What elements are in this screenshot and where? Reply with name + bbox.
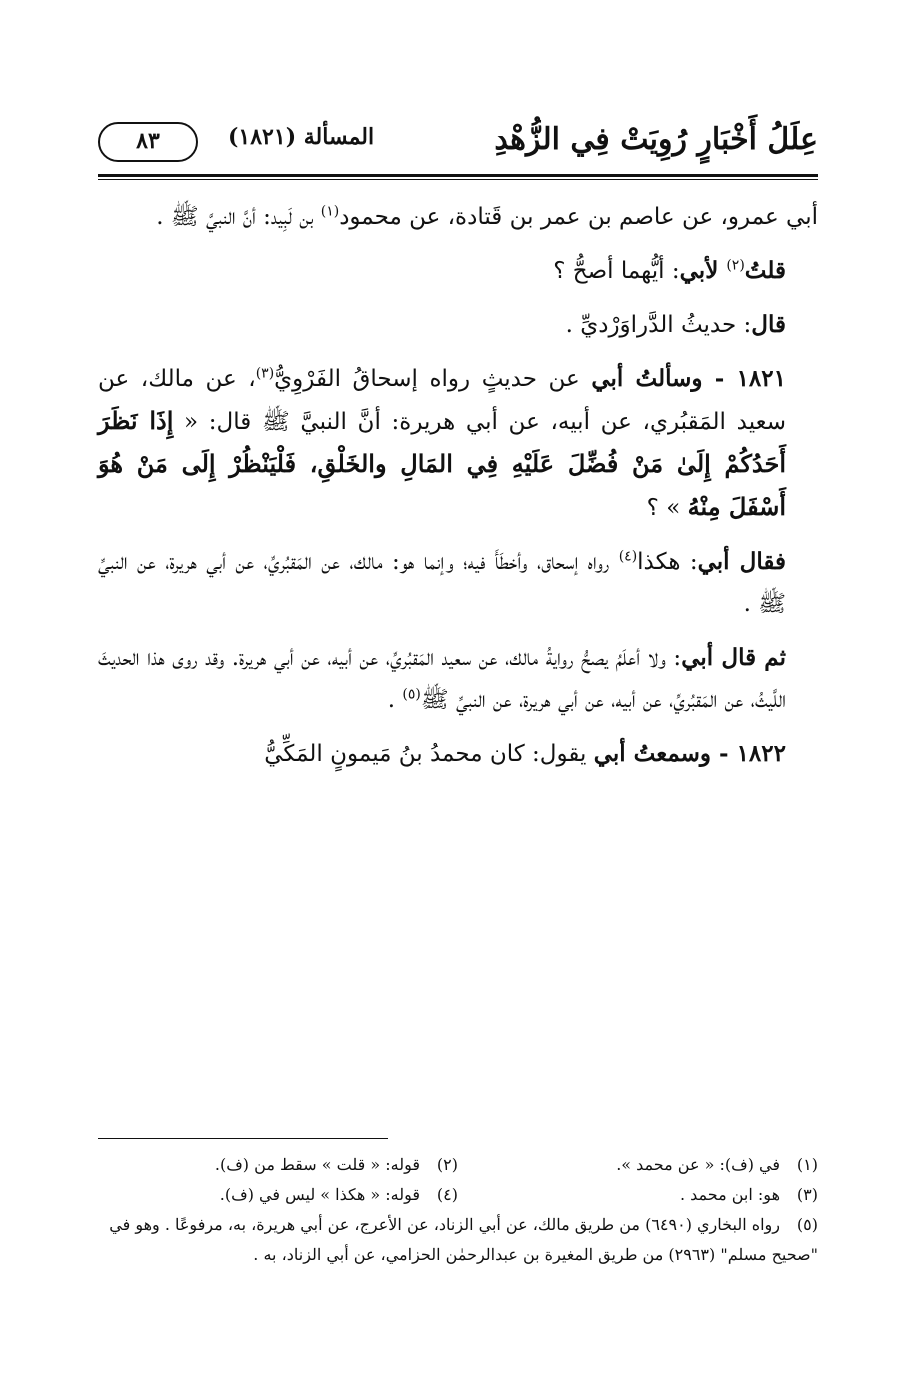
paragraph-3: قال: حديثُ الدَّراوَرْديِّ . — [565, 311, 786, 338]
book-page — [98, 100, 818, 1264]
footnote-row — [98, 1180, 818, 1210]
footnote-row — [98, 1150, 818, 1180]
footnote-separator — [98, 1138, 388, 1139]
header-rule-thick — [98, 174, 818, 177]
book-title: عِلَلُ أَخْبَارٍ رُوِيَتْ فِي الزُّهْدِ — [494, 122, 818, 157]
header-rule-thin — [98, 179, 818, 180]
paragraph-6: ثم قال أبي: ولا أعلَمُ يصحُّ روايةُ مالك، عن سعيد المَقبُريِّ، عن أبيه، عن أبي هريرة. وقد روى هذا الحديثَ اللَّيثُ، عن المَقبُريِّ، عن أبيه، عن أبي هريرة، عن النبيِّ ﷺ$^{(٥)}$ . — [98, 644, 787, 713]
paragraph-5: فقال أبي: هكذا$^{(٤)}$ رواه إسحاق، وأخطَأَ فيه؛ وإنما هو: مالك، عن المَقبُريِّ، عن أبي هريرة، عن النبيِّ ﷺ . — [98, 548, 786, 617]
footnote-ref-5[interactable]: (٥) — [402, 686, 421, 703]
footnote-3: (٣)هو: ابن محمد . — [679, 1185, 818, 1204]
footnote-ref-3[interactable]: (٣) — [255, 365, 275, 382]
entry-1822: ١٨٢٢ - وسمعتُ أبي يقول: كان محمدُ بنُ مَيمونٍ المَكِّيُّ — [264, 740, 786, 767]
entry-number: ١٨٢٢ - — [711, 740, 786, 767]
page-number: ٨٣ — [98, 122, 198, 162]
entry-number: ١٨٢١ - — [702, 365, 786, 392]
issue-label: المسألة (١٨٢١) — [228, 124, 375, 150]
hadith-text: إِذَا نَظَرَ أَحَدُكُمْ إِلَىٰ مَنْ فُضِّلَ عَلَيْهِ فِي المَالِ والخَلْقِ، فَلْيَنْظُرْ إِلَى مَنْ هُوَ أَسْفَلَ مِنْهُ — [98, 406, 786, 521]
footnote-ref-1[interactable]: (١) — [320, 203, 340, 220]
main-text — [98, 196, 818, 787]
paragraph-1: أبي عمرو، عن عاصم بن عمر بن قَتادة، عن محمود$^{(١)}$ بن لَبِيد: أنَّ النبيَّ ﷺ . — [156, 203, 818, 230]
footnote-1: (١)في (ف): « عن محمد ». — [616, 1155, 818, 1174]
footnote-2: (٢)قوله: « قلت » سقط من (ف). — [214, 1155, 458, 1174]
paragraph-2: قلتُ$^{(٢)}$ لأبي: أيُّهما أصحُّ ؟ — [553, 257, 786, 284]
entry-1821: ١٨٢١ - وسألتُ أبي عن حديثٍ رواه إسحاقُ الفَرْوِيُّ$^{(٣)}$، عن مالك، عن سعيد المَقبُري، عن أبيه، عن أبي هريرة: أنَّ النبيَّ ﷺ قال: « إِذَا نَظَرَ أَحَدُكُمْ إِلَىٰ مَنْ فُضِّلَ عَلَيْهِ فِي المَالِ والخَلْقِ، فَلْيَنْظُرْ إِلَى مَنْ هُوَ أَسْفَلَ مِنْهُ » ؟ — [98, 365, 787, 521]
footnote-5: (٥)رواه البخاري (٦٤٩٠) من طريق مالك، عن أبي الزناد، عن الأعرج، عن أبي هريرة، به، مرفوعًا . وهو في "صحيح مسلم" (٢٩٦٣) من طريق المغيرة بن عبدالرحمٰن الحزامي، عن أبي الزناد، به . — [109, 1215, 818, 1264]
running-header — [98, 100, 818, 172]
footnote-ref-4[interactable]: (٤) — [618, 548, 638, 565]
footnote-ref-2[interactable]: (٢) — [726, 257, 745, 274]
footnotes — [98, 1150, 818, 1270]
footnote-4: (٤)قوله: « هكذا » ليس في (ف). — [219, 1185, 458, 1204]
